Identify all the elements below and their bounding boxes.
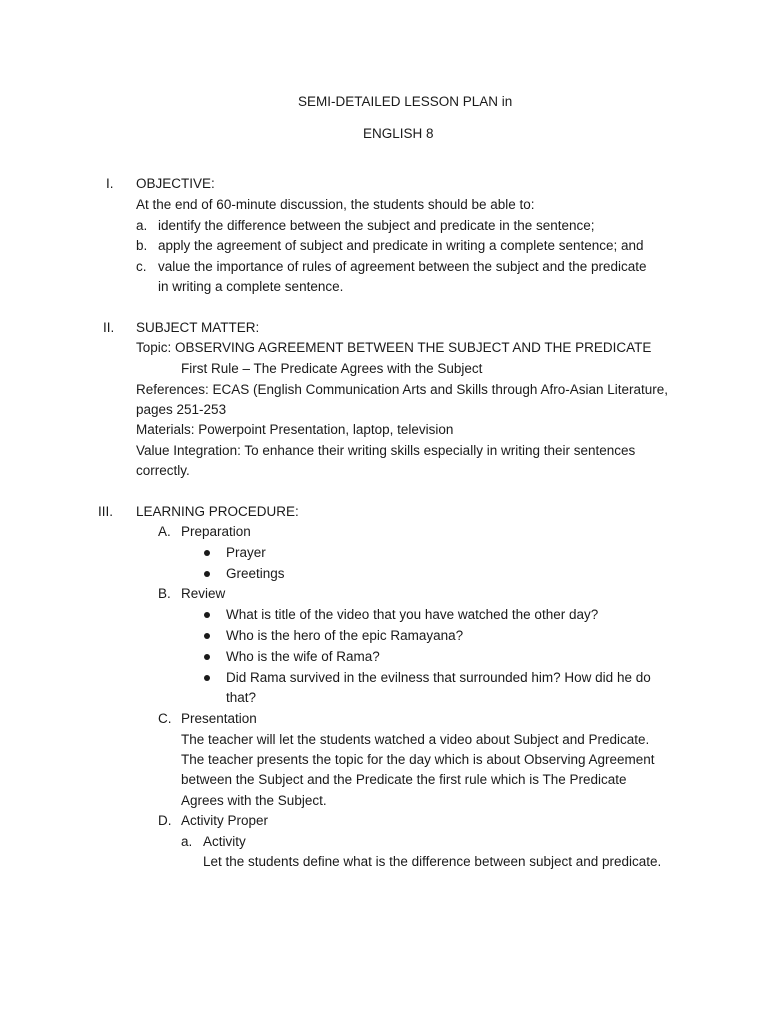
objective-item-a: identify the difference between the subject and predicate in the sentence; [158,218,595,233]
activity-sub-text: Let the students define what is the difference between subject and predicate. [203,854,662,869]
bullet-icon [204,633,210,639]
section-heading-objective: OBJECTIVE: [136,176,215,191]
preparation-bullet-2: Greetings [226,566,285,581]
review-marker: B. [158,586,171,601]
references-line-continued: pages 251-253 [136,402,227,417]
activity-sub-marker: a. [181,834,193,849]
value-integration-line: Value Integration: To enhance their writing skills especially in writing their sentences [136,443,636,458]
activity-proper-label: Activity Proper [181,813,269,828]
references-line: References: ECAS (English Communication Arts and Skills through Afro-Asian Literature, [136,382,668,397]
materials-line: Materials: Powerpoint Presentation, laptop, television [136,422,454,437]
review-bullet-4: Did Rama survived in the evilness that surrounded him? How did he do [226,670,651,685]
document-title: SEMI-DETAILED LESSON PLAN in [298,94,513,109]
preparation-marker: A. [158,524,171,539]
bullet-icon [204,571,210,577]
objective-marker-b: b. [136,238,148,253]
presentation-line-2: The teacher presents the topic for the day which is about Observing Agreement [181,752,655,767]
presentation-line-3: between the Subject and the Predicate the first rule which is The Predicate [181,772,627,787]
topic-line: Topic: OBSERVING AGREEMENT BETWEEN THE SUBJECT AND THE PREDICATE [136,340,652,355]
presentation-line-1: The teacher will let the students watched a video about Subject and Predicate. [181,732,650,747]
section-heading-subject-matter: SUBJECT MATTER: [136,320,260,335]
review-bullet-2: Who is the hero of the epic Ramayana? [226,628,464,643]
bullet-icon [204,654,210,660]
review-bullet-3: Who is the wife of Rama? [226,649,380,664]
presentation-marker: C. [158,711,172,726]
bullet-icon [204,550,210,556]
presentation-label: Presentation [181,711,257,726]
section-heading-procedure: LEARNING PROCEDURE: [136,504,299,519]
review-bullet-4-continued: that? [226,690,257,705]
bullet-icon [204,675,210,681]
objective-marker-c: c. [136,259,147,274]
review-bullet-1: What is title of the video that you have watched the other day? [226,607,599,622]
activity-sub-label: Activity [203,834,246,849]
section-numeral-procedure: III. [98,504,114,519]
document-subtitle: ENGLISH 8 [363,126,434,141]
objective-item-c-continued: in writing a complete sentence. [158,279,344,294]
objective-intro: At the end of 60-minute discussion, the students should be able to: [136,197,535,212]
value-integration-line-continued: correctly. [136,463,190,478]
objective-item-b: apply the agreement of subject and predicate in writing a complete sentence; and [158,238,644,253]
section-numeral-subject-matter: II. [103,320,115,335]
objective-marker-a: a. [136,218,148,233]
presentation-line-4: Agrees with the Subject. [181,793,327,808]
preparation-bullet-1: Prayer [226,545,266,560]
rule-line: First Rule – The Predicate Agrees with the Subject [181,361,483,376]
bullet-icon [204,612,210,618]
preparation-label: Preparation [181,524,251,539]
section-numeral-objective: I. [106,176,114,191]
review-label: Review [181,586,226,601]
objective-item-c: value the importance of rules of agreement between the subject and the predicate [158,259,647,274]
activity-proper-marker: D. [158,813,172,828]
